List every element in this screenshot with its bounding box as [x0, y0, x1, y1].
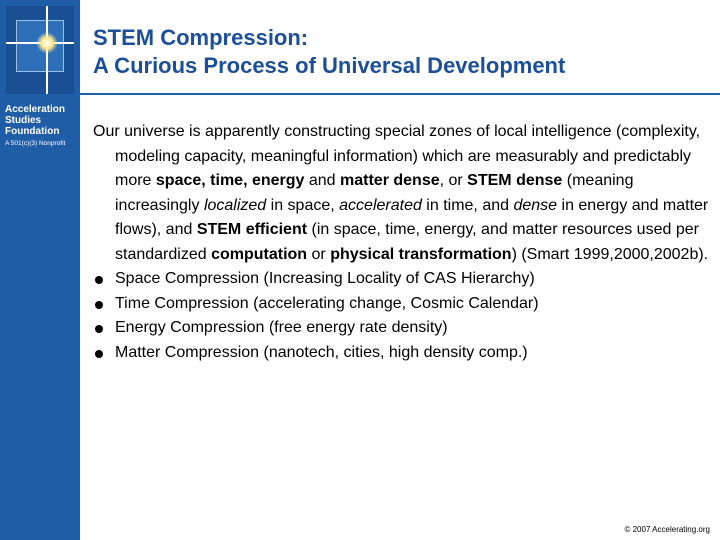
foundation-name-line: Acceleration	[5, 104, 66, 115]
slide-body	[93, 120, 718, 365]
bullet-item	[93, 341, 718, 366]
bullet-icon	[95, 301, 103, 309]
intro-bold-segment: physical transformation	[330, 245, 512, 263]
intro-segment: in space,	[266, 196, 340, 214]
bullet-text: Time Compression (accelerating change, Cosmic Calendar)	[115, 294, 539, 312]
title-divider	[80, 93, 720, 95]
intro-segment: Our universe is apparently constructing special zones of local intelligence (complexity, modeling capacity, meaningful information) which are measurably and predictably more	[93, 123, 701, 189]
intro-segment: , or	[439, 172, 468, 189]
intro-bold-segment: matter dense	[340, 172, 440, 189]
intro-segment: in time, and	[421, 196, 514, 214]
intro-segment: (in space, time, energy, and matter resources used per standardized	[115, 221, 699, 263]
bullet-text: Energy Compression (free energy rate density)	[115, 319, 448, 336]
slide-title	[93, 24, 703, 80]
bullet-item	[93, 267, 718, 292]
intro-bold-segment: STEM dense	[467, 172, 563, 189]
bullet-item	[93, 316, 718, 341]
slide-title-line: STEM Compression:	[93, 25, 309, 50]
bullet-icon	[95, 325, 103, 333]
bullet-icon	[95, 350, 103, 358]
bullet-text: Matter Compression (nanotech, cities, high density comp.)	[115, 343, 528, 361]
bullet-item	[93, 292, 718, 317]
intro-bold-segment: computation	[211, 245, 308, 263]
intro-segment: and	[304, 172, 341, 189]
sidebar	[0, 0, 80, 540]
foundation-name-line: Foundation	[5, 126, 60, 137]
intro-bold-segment: space, time, energy	[155, 172, 305, 189]
intro-segment: or	[307, 245, 331, 263]
foundation-name	[5, 104, 77, 137]
intro-segment: in energy and matter flows), and	[115, 196, 709, 238]
logo-star-icon	[36, 32, 58, 54]
intro-paragraph	[93, 120, 718, 267]
foundation-name-line: Studies	[5, 115, 42, 126]
slide-title-line: A Curious Process of Universal Development	[93, 53, 566, 78]
foundation-tagline: A 501(c)(3) Nonprofit	[5, 140, 66, 147]
foundation-logo	[6, 6, 74, 94]
bullet-text: Space Compression (Increasing Locality of CAS Hierarchy)	[115, 270, 535, 287]
copyright-notice: © 2007 Accelerating.org	[624, 525, 710, 534]
intro-segment: (meaning increasingly	[115, 172, 634, 214]
intro-segment: ) (Smart 1999,2000,2002b).	[511, 245, 709, 263]
intro-italic-segment: accelerated	[339, 196, 422, 214]
intro-italic-segment: dense	[513, 196, 558, 214]
intro-bold-segment: STEM efficient	[196, 221, 308, 238]
bullet-icon	[95, 276, 103, 284]
intro-italic-segment: localized	[203, 196, 267, 214]
bullet-list	[93, 267, 718, 365]
